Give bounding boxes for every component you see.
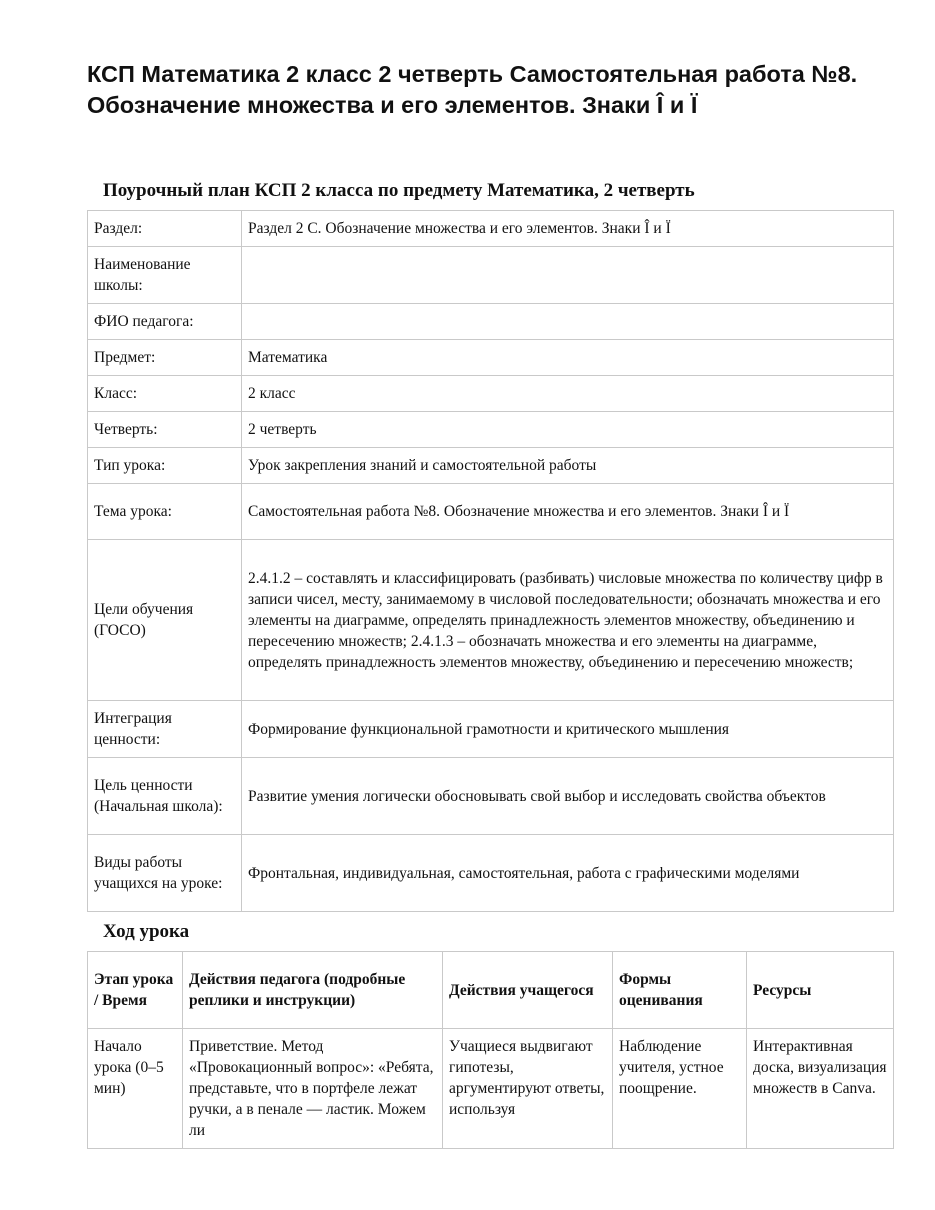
row-value: 2 четверть bbox=[242, 412, 894, 448]
table-row bbox=[88, 340, 894, 376]
table-row bbox=[88, 540, 894, 701]
column-header-stage: Этап урока / Время bbox=[88, 952, 183, 1029]
table-header-row bbox=[88, 952, 894, 1029]
column-header-resources: Ресурсы bbox=[747, 952, 894, 1029]
row-label: Тип урока: bbox=[88, 448, 242, 484]
row-label: Раздел: bbox=[88, 211, 242, 247]
column-header-teacher: Действия педагога (подробные реплики и инструкции) bbox=[183, 952, 443, 1029]
row-label: Класс: bbox=[88, 376, 242, 412]
cell-student: Учащиеся выдвигают гипотезы, аргументируют ответы, используя bbox=[443, 1029, 613, 1149]
plan-table bbox=[87, 210, 894, 912]
table-row bbox=[88, 211, 894, 247]
document-title: КСП Математика 2 класс 2 четверть Самостоятельная работа №8. Обозначение множества и его элементов. Знаки Î и Ï bbox=[87, 61, 858, 118]
cell-stage: Начало урока (0–5 мин) bbox=[88, 1029, 183, 1149]
row-value: 2 класс bbox=[242, 376, 894, 412]
cell-assessment: Наблюдение учителя, устное поощрение. bbox=[613, 1029, 747, 1149]
row-value: Раздел 2 С. Обозначение множества и его элементов. Знаки Î и Ï bbox=[242, 211, 894, 247]
row-label: Наименование школы: bbox=[88, 247, 242, 304]
row-label: Тема урока: bbox=[88, 484, 242, 540]
row-label: ФИО педагога: bbox=[88, 304, 242, 340]
row-label: Цели обучения (ГОСО) bbox=[88, 540, 242, 701]
table-row bbox=[88, 412, 894, 448]
row-value: Математика bbox=[242, 340, 894, 376]
table-row bbox=[88, 448, 894, 484]
row-label: Интеграция ценности: bbox=[88, 701, 242, 758]
table-row bbox=[88, 835, 894, 912]
table-row bbox=[88, 484, 894, 540]
row-value: Самостоятельная работа №8. Обозначение множества и его элементов. Знаки Î и Ï bbox=[242, 484, 894, 540]
table-row bbox=[88, 701, 894, 758]
plan-heading: Поурочный план КСП 2 класса по предмету Математика, 2 четверть bbox=[103, 180, 695, 201]
table-row bbox=[88, 1029, 894, 1149]
table-row bbox=[88, 247, 894, 304]
row-value bbox=[242, 247, 894, 304]
row-value: Урок закрепления знаний и самостоятельной работы bbox=[242, 448, 894, 484]
row-label: Цель ценности (Начальная школа): bbox=[88, 758, 242, 835]
cell-resources: Интерактивная доска, визуализация множеств в Canva. bbox=[747, 1029, 894, 1149]
table-row bbox=[88, 304, 894, 340]
cell-teacher: Приветствие. Метод «Провокационный вопрос»: «Ребята, представьте, что в портфеле лежат ручки, а в пенале — ластик. Можем ли bbox=[183, 1029, 443, 1149]
lesson-heading: Ход урока bbox=[103, 921, 190, 942]
table-row bbox=[88, 758, 894, 835]
row-value: Фронтальная, индивидуальная, самостоятельная, работа с графическими моделями bbox=[242, 835, 894, 912]
row-label: Четверть: bbox=[88, 412, 242, 448]
column-header-student: Действия учащегося bbox=[443, 952, 613, 1029]
row-label: Виды работы учащихся на уроке: bbox=[88, 835, 242, 912]
lesson-table bbox=[87, 951, 894, 1149]
row-value: Развитие умения логически обосновывать свой выбор и исследовать свойства объектов bbox=[242, 758, 894, 835]
row-value bbox=[242, 304, 894, 340]
row-label: Предмет: bbox=[88, 340, 242, 376]
row-value: 2.4.1.2 – составлять и классифицировать (разбивать) числовые множества по количеству цифр в записи чисел, месту, занимаемому в числовой последовательности; обозначать множества и его элементы на диаграмме, определять принадлежность элементов множеству, объединению и пересечению множеств; 2.4.1.3 – обозначать множества и его элементы на диаграмме, определять принадлежность элементов множеству, объединению и пересечению множеств; bbox=[242, 540, 894, 701]
row-value: Формирование функциональной грамотности и критического мышления bbox=[242, 701, 894, 758]
table-row bbox=[88, 376, 894, 412]
column-header-assessment: Формы оценивания bbox=[613, 952, 747, 1029]
